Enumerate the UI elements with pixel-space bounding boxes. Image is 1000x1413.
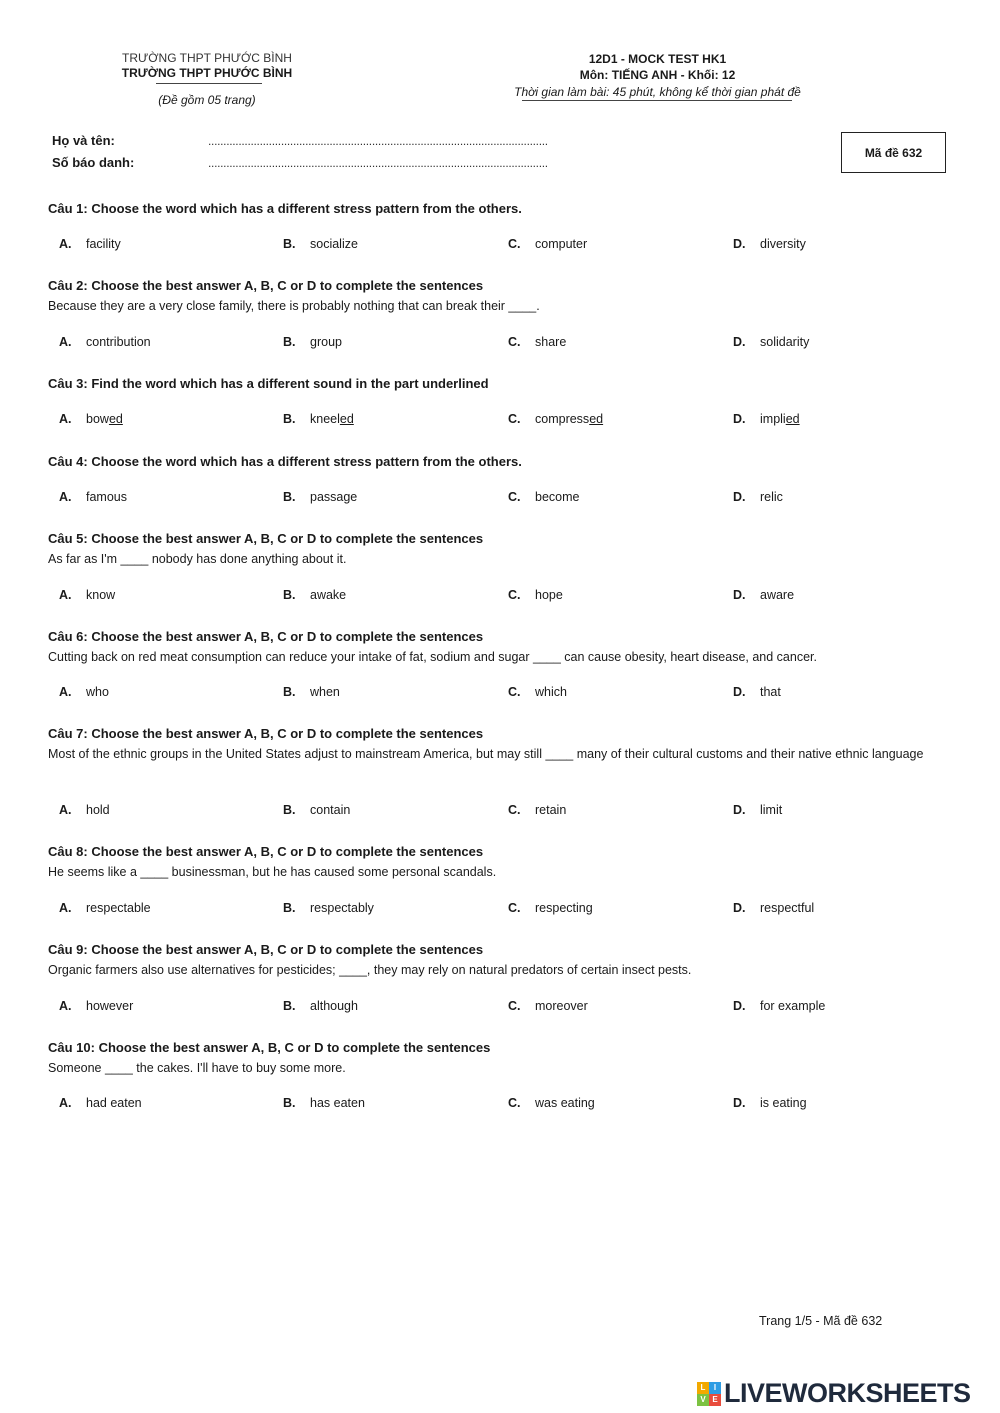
question-2-option-d[interactable]: D. solidarity [733,335,810,349]
exam-subject: Môn: TIẾNG ANH - Khối: 12 [579,68,736,82]
question-2-option-b[interactable]: B. group [283,335,342,349]
question-5-text: As far as I'm ____ nobody has done anything about it. [48,552,347,566]
question-6-title: Câu 6: Choose the best answer A, B, C or D to complete the sentences [48,629,484,644]
page-footer: Trang 1/5 - Mã đề 632 [759,1314,883,1328]
question-10-title: Câu 10: Choose the best answer A, B, C or D to complete the sentences [48,1040,491,1055]
question-9-title: Câu 9: Choose the best answer A, B, C or D to complete the sentences [48,942,484,957]
question-7-title: Câu 7: Choose the best answer A, B, C or D to complete the sentences [48,726,484,741]
question-7-option-d[interactable]: D. limit [733,803,783,817]
question-6-option-a[interactable]: A. who [59,685,109,699]
question-2-text: Because they are a very close family, there is probably nothing that can break their ____. [48,299,540,313]
question-7-option-c[interactable]: C. retain [508,803,567,817]
exam-divider [522,100,792,101]
question-8-option-b[interactable]: B. respectably [283,901,374,915]
question-8-option-a[interactable]: A. respectable [59,901,151,915]
exam-code-box [841,132,946,173]
question-4-title: Câu 4: Choose the word which has a different stress pattern from the others. [48,454,522,469]
question-6-option-b[interactable]: B. when [283,685,340,699]
question-1-option-a[interactable]: A. facility [59,237,121,251]
question-10-option-b[interactable]: B. has eaten [283,1096,365,1110]
question-7-option-b[interactable]: B. contain [283,803,351,817]
question-2-title: Câu 2: Choose the best answer A, B, C or D to complete the sentences [48,278,484,293]
logo-tile-l: L [697,1382,709,1394]
question-6-option-d[interactable]: D. that [733,685,781,699]
question-3-title: Câu 3: Find the word which has a different sound in the part underlined [48,376,489,391]
question-4-option-b[interactable]: B. passage [283,490,358,504]
question-1-title: Câu 1: Choose the word which has a different stress pattern from the others. [48,201,522,216]
question-10-option-a[interactable]: A. had eaten [59,1096,142,1110]
question-2-option-c[interactable]: C. share [508,335,567,349]
question-1-option-d[interactable]: D. diversity [733,237,806,251]
question-3-option-b[interactable]: B. kneeled [283,412,354,426]
question-4-option-d[interactable]: D. relic [733,490,783,504]
question-5-option-a[interactable]: A. know [59,588,116,602]
question-1-option-c[interactable]: C. computer [508,237,588,251]
question-6-text: Cutting back on red meat consumption can reduce your intake of fat, sodium and sugar ____ can cause obesity, heart disease, and cancer. [48,650,817,664]
school-name-line2: TRƯỜNG THPT PHƯỚC BÌNH [121,66,293,80]
question-8-text: He seems like a ____ businessman, but he has caused some personal scandals. [48,865,497,879]
question-8-option-c[interactable]: C. respecting [508,901,593,915]
question-10-option-d[interactable]: D. is eating [733,1096,807,1110]
liveworksheets-icon [697,1382,721,1406]
school-name-line1: TRƯỜNG THPT PHƯỚC BÌNH [122,51,292,65]
question-9-option-c[interactable]: C. moreover [508,999,588,1013]
question-2-option-a[interactable]: A. contribution [59,335,151,349]
question-9-text: Organic farmers also use alternatives for pesticides; ____, they may rely on natural predators of certain insect pests. [48,963,692,977]
question-3-option-a[interactable]: A. bowed [59,412,123,426]
question-9-option-a[interactable]: A. however [59,999,134,1013]
question-1-option-b[interactable]: B. socialize [283,237,358,251]
liveworksheets-wordmark: LIVEWORKSHEETS [724,1378,971,1408]
school-divider [156,83,262,84]
question-8-title: Câu 8: Choose the best answer A, B, C or D to complete the sentences [48,844,484,859]
question-10-text: Someone ____ the cakes. I'll have to buy some more. [48,1061,346,1075]
question-5-title: Câu 5: Choose the best answer A, B, C or D to complete the sentences [48,531,484,546]
logo-tile-v: V [697,1394,709,1406]
question-4-option-a[interactable]: A. famous [59,490,127,504]
exam-time-note: Thời gian làm bài: 45 phút, không kể thời gian phát đề [514,85,801,99]
question-10-option-c[interactable]: C. was eating [508,1096,595,1110]
id-label: Số báo danh: [52,155,135,170]
id-field[interactable]: ................................................................................................................ [208,156,548,170]
question-3-option-c[interactable]: C. compressed [508,412,604,426]
question-5-option-c[interactable]: C. hope [508,588,563,602]
question-7-text: Most of the ethnic groups in the United States adjust to mainstream America, but may still ____ many of their cultural customs and their native ethnic language [48,747,924,761]
question-4-option-c[interactable]: C. become [508,490,580,504]
question-8-option-d[interactable]: D. respectful [733,901,815,915]
logo-tile-i: I [709,1382,721,1394]
question-9-option-b[interactable]: B. although [283,999,358,1013]
question-3-option-d[interactable]: D. implied [733,412,800,426]
pages-note: (Đề gồm 05 trang) [158,93,256,107]
exam-title: 12D1 - MOCK TEST HK1 [588,52,727,66]
question-7-option-a[interactable]: A. hold [59,803,110,817]
question-6-option-c[interactable]: C. which [508,685,567,699]
logo-tile-e: E [709,1394,721,1406]
question-5-option-d[interactable]: D. aware [733,588,795,602]
liveworksheets-logo[interactable] [697,1378,971,1409]
name-label: Họ và tên: [52,133,115,148]
exam-code: Mã đề 632 [864,145,923,160]
question-9-option-d[interactable]: D. for example [733,999,826,1013]
question-5-option-b[interactable]: B. awake [283,588,347,602]
name-field[interactable]: ................................................................................................................ [208,134,548,148]
